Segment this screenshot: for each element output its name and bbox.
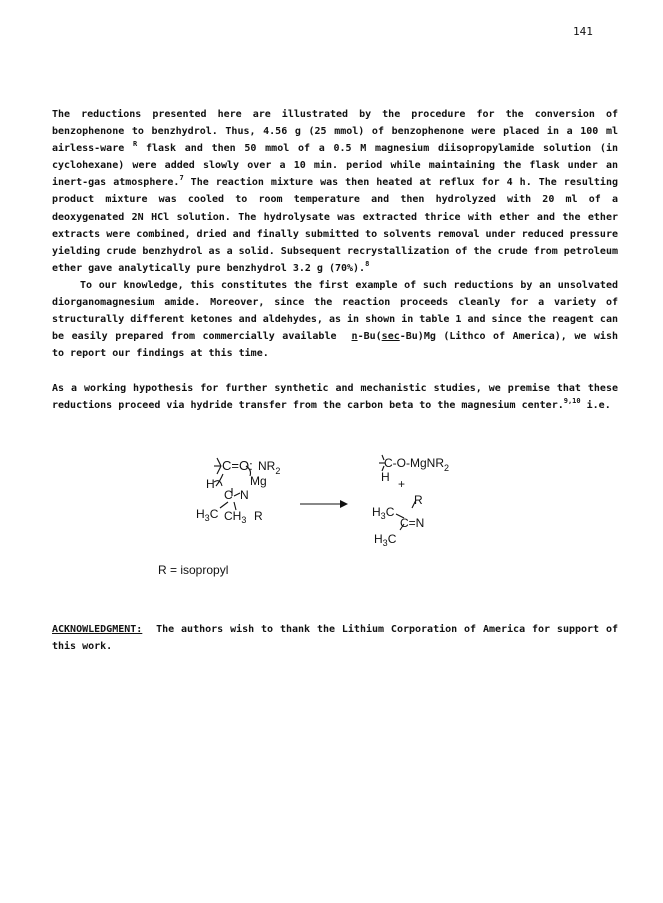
text-fragment: C-O-MgNR <box>384 456 444 470</box>
text-fragment: 3 <box>380 511 386 521</box>
text-fragment: 2 <box>444 463 450 473</box>
text-fragment: C <box>209 507 219 521</box>
text-fragment: inert-gas atmosphere. <box>52 177 180 189</box>
hydride-h-label: H <box>206 477 215 491</box>
text-line <box>52 174 618 191</box>
text-fragment: C <box>385 505 395 519</box>
text-line: structurally different ketones and aldehydes, as in shown in table 1 and since the reagent can <box>52 314 618 326</box>
reference-8: 8 <box>365 259 370 268</box>
reaction-arrow <box>300 500 348 508</box>
alkoxide-label <box>384 456 449 473</box>
text-fragment: The reaction mixture was then heated at reflux for 4 h. The resulting <box>190 177 618 189</box>
text-fragment: reductions proceed via hydride transfer from the carbon beta to the magnesium center. <box>52 400 564 412</box>
text-fragment: ether gave analytically pure benzhydrol 3.2 g (70%). <box>52 262 366 274</box>
text-fragment: n <box>351 331 358 343</box>
r-label: R <box>254 509 263 523</box>
text-fragment: The authors wish to thank the Lithium Corporation of America for support of <box>156 624 618 635</box>
reference-7: 7 <box>179 174 184 183</box>
nitrogen-label: N <box>240 488 249 502</box>
text-fragment: H <box>372 505 381 519</box>
text-line: this work. <box>52 641 113 653</box>
text-fragment: i.e. <box>586 400 611 412</box>
imine-label: C=N <box>400 516 425 530</box>
text-line <box>52 328 618 345</box>
page-number: 141 <box>573 25 593 38</box>
product-h-label: H <box>381 470 390 484</box>
text-fragment: H <box>196 507 205 521</box>
carbon-label: C <box>224 488 233 502</box>
text-line: As a working hypothesis for further synthetic and mechanistic studies, we premise that these <box>52 383 618 394</box>
text-line: to report our findings at this time. <box>52 348 269 360</box>
text-line: product mixture was cooled to room temperature and then hydrolyzed with 20 ml of a <box>52 194 618 206</box>
text-fragment: CH <box>224 509 242 523</box>
text-line: deoxygenated 2N HCl solution. The hydrolysate was extracted thrice with ether and the ether <box>52 211 618 223</box>
reference-9-10: 9,10 <box>563 397 581 406</box>
plus-sign: + <box>398 477 406 491</box>
text-fragment: flask and then 50 mmol of a 0.5 M magnesium diisopropylamide solution (in <box>145 143 618 155</box>
text-fragment: H <box>374 532 383 546</box>
text-line: To our knowledge, this constitutes the first example of such reductions by an unsolvated <box>80 280 618 291</box>
h3c-top-label <box>372 505 395 521</box>
text-fragment: -Bu)Mg (Lithco of America), we wish <box>399 331 618 343</box>
text-line <box>52 260 618 277</box>
text-line: diorganomagnesium amide. Moreover, since the reaction proceeds cleanly for a variety of <box>52 297 618 309</box>
carbonyl-label: C=O: <box>222 458 253 473</box>
text-fragment: 2 <box>275 466 281 476</box>
paragraph-procedure <box>52 106 618 277</box>
h3c-label <box>196 507 219 523</box>
h3c-bottom-label <box>374 532 397 548</box>
ch3-label <box>224 509 246 525</box>
text-line <box>52 621 618 638</box>
text-fragment: airless-ware <box>52 143 125 155</box>
text-line <box>52 397 618 414</box>
text-line: benzophenone to benzhydrol. Thus, 4.56 g (25 mmol) of benzophenone were placed in a 100 ml <box>52 126 618 138</box>
text-fragment: NR <box>258 459 276 473</box>
text-line: cyclohexane) were added slowly over a 10 min. period while maintaining the flask under an <box>52 160 618 172</box>
text-fragment: 3 <box>241 515 247 525</box>
acknowledgment <box>52 621 618 655</box>
paragraph-knowledge <box>52 277 618 362</box>
r-definition: R = isopropyl <box>158 563 229 577</box>
text-fragment: 3 <box>204 513 210 523</box>
text-fragment: -Bu( <box>357 331 382 343</box>
registered-mark: R <box>132 140 138 149</box>
text-fragment: be easily prepared from commercially available <box>52 331 337 343</box>
text-line <box>52 140 618 157</box>
text-fragment: C <box>387 532 397 546</box>
text-line: extracts were combined, dried and finally submitted to solvents removal under reduced pressure <box>52 228 618 240</box>
text-line: yielding crude benzhydrol as a solid. Subsequent recrystallization of the crude from petroleum <box>52 245 618 257</box>
paragraph-hypothesis <box>52 380 618 414</box>
text-line: The reductions presented here are illustrated by the procedure for the conversion of <box>52 109 618 120</box>
text-fragment: sec <box>381 331 400 343</box>
acknowledgment-heading: ACKNOWLEDGMENT: <box>52 624 143 635</box>
mg-label: Mg <box>250 474 267 488</box>
text-fragment: 3 <box>382 538 388 548</box>
imine-r-label: R <box>414 493 423 507</box>
